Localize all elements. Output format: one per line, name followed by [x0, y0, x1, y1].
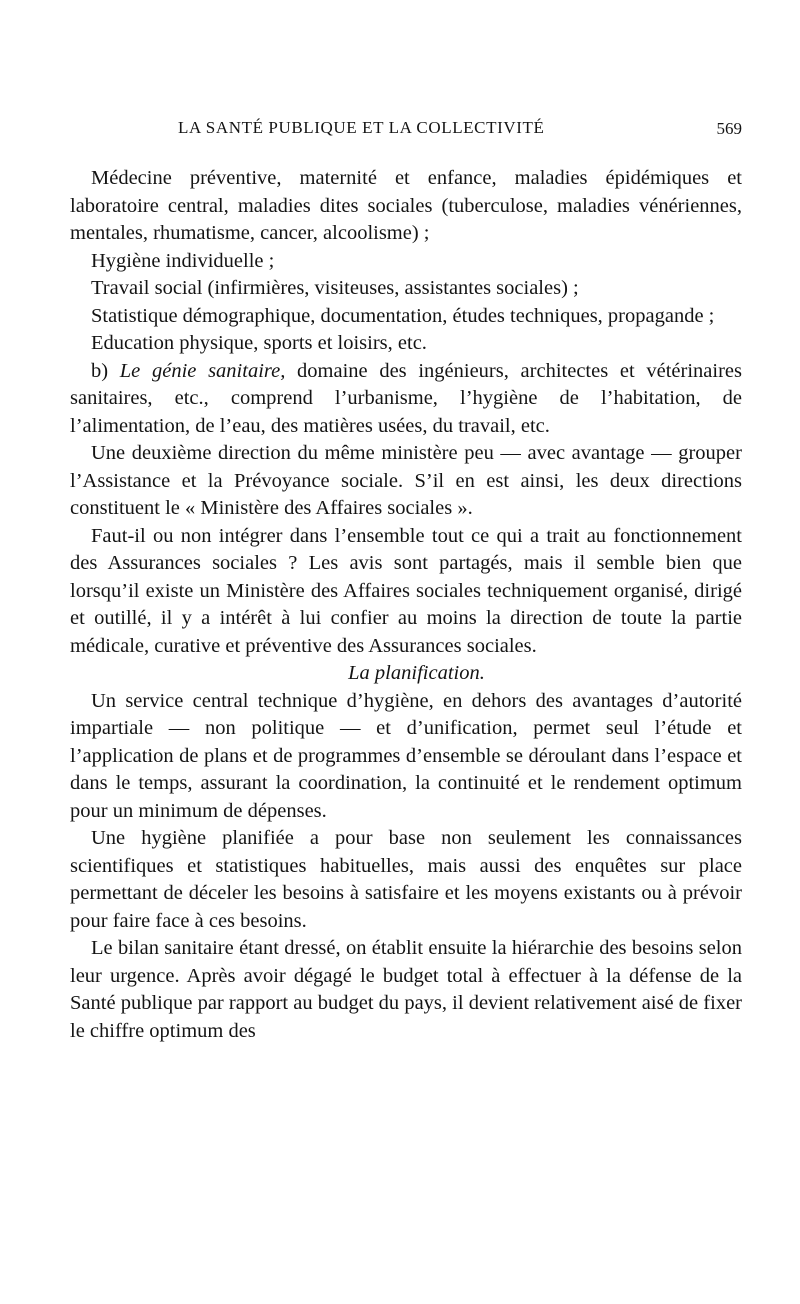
paragraph: Une deuxième direction du même ministère peu — avec avantage — grouper l’Assistance et la Prévoyance sociale. S’il en est ainsi, les deux directions constituent le « Ministère des Affaires sociales ». — [70, 442, 742, 519]
paragraph: Médecine préventive, maternité et enfance, maladies épidémiques et laboratoire central, maladies dites sociales (tuberculose, maladies vénériennes, mentales, rhumatisme, cancer, alcoolisme) ; — [70, 167, 742, 244]
paragraph — [70, 358, 742, 441]
page-header — [70, 118, 742, 146]
paragraph: Hygiène individuelle ; — [91, 249, 275, 272]
italic-term: Le génie sanitaire, — [119, 359, 286, 382]
section-title: La planification. — [348, 662, 485, 684]
paragraph: Un service central technique d’hygiène, en dehors des avantages d’autorité impartiale — non politique — et d’unification, permet seul l’étude et l’application de plans et de programmes d’ensemble se déroulant dans l’espace et dans le temps, assurant la coordination, la continuité et le rendement optimum pour un minimum de dépenses. — [70, 689, 742, 822]
paragraph: Education physique, sports et loisirs, etc. — [91, 332, 427, 354]
paragraph: Faut-il ou non intégrer dans l’ensemble tout ce qui a trait au fonctionnement des Assurances sociales ? Les avis sont partagés, mais il semble bien que lorsqu’il existe un Ministère des Affaires sociales techniquement organisé, dirigé et outillé, il y a intérêt à lui confier au moins la direction de toute la partie médicale, curative et préventive des Assurances sociales. — [70, 524, 742, 657]
paragraph: Une hygiène planifiée a pour base non seulement les connaissances scientifiques et statistiques habituelles, mais aussi des enquêtes sur place permettant de déceler les besoins à satisfaire et les moyens existants ou à prévoir pour faire face à ces besoins. — [70, 827, 742, 932]
body-text — [70, 165, 742, 1045]
paragraph: Travail social (infirmières, visiteuses, assistantes sociales) ; — [91, 277, 579, 299]
paragraph: Statistique démographique, documentation, études techniques, propagande ; — [91, 304, 715, 327]
list-marker: b) — [91, 359, 120, 382]
page-number: 569 — [716, 119, 742, 138]
running-head: LA SANTÉ PUBLIQUE ET LA COLLECTIVITÉ — [178, 118, 545, 137]
paragraph: Le bilan sanitaire étant dressé, on établit ensuite la hiérarchie des besoins selon leur urgence. Après avoir dégagé le budget total à effectuer à la défense de la Santé publique par rapport au budget du pays, il devient relativement aisé de fixer le chiffre optimum des — [70, 937, 742, 1042]
paragraph-text: domaine des ingénieurs, architectes et vétérinaires sanitaires, etc., comprend l’urbanisme, l’hygiène de l’habitation, de l’alimentation, de l’eau, des matières usées, du travail, etc. — [70, 359, 742, 437]
